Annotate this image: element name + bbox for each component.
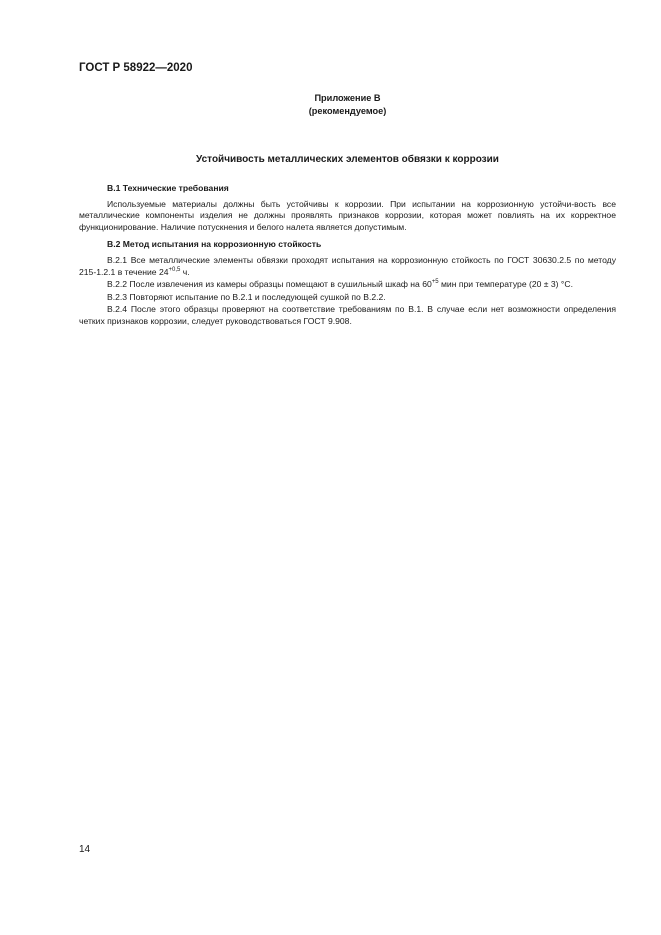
- document-body: [79, 183, 616, 329]
- paragraph-b2-2-text: В.2.2 После извлечения из камеры образцы помещают в сушильный шкаф на 60: [107, 279, 432, 290]
- standard-code: ГОСТ Р 58922—2020: [79, 62, 193, 74]
- paragraph-b2-2: [79, 279, 616, 291]
- appendix-heading: [79, 92, 616, 118]
- section-heading-b2: В.2 Метод испытания на коррозионную стойкость: [107, 239, 322, 250]
- paragraph-b2-1-text: В.2.1 Все металлические элементы обвязки проходят испытания на коррозионную стойкость по ГОСТ 30630.2.5 по методу 215-1.2.1 в течение 24: [79, 254, 616, 277]
- appendix-title: Приложение В: [314, 93, 381, 103]
- section-heading-b1: В.1 Технические требования: [107, 183, 229, 193]
- paragraph-b2-2-tail: мин при температуре (20 ± 3) °С.: [438, 279, 573, 290]
- paragraph-b2-1-tail: ч.: [180, 266, 190, 277]
- appendix-subtitle: (рекомендуемое): [308, 106, 387, 116]
- paragraph-b2-3: В.2.3 Повторяют испытание по В.2.1 и последующей сушкой по В.2.2.: [107, 291, 386, 302]
- paragraph-b2-4: В.2.4 После этого образцы проверяют на соответствие требованиям по В.1. В случае если нет возможности определения четких признаков коррозии, следует руководствоваться ГОСТ 9.908.: [79, 304, 616, 326]
- page-number: 14: [79, 844, 91, 855]
- tolerance-superscript: +5: [431, 279, 439, 286]
- tolerance-superscript: +0,5: [168, 266, 181, 273]
- paragraph-b2-1: [79, 255, 616, 278]
- section-main-title: Устойчивость металлических элементов обвязки к коррозии: [196, 154, 499, 165]
- paragraph-b1: Используемые материалы должны быть устойчивы к коррозии. При испытании на коррозионную устойчи-вость все металлические компоненты изделия не должны проявлять признаков коррозии, которая может повлиять на их корректное функционирование. Наличие потускнения и белого налета является допустимым.: [79, 198, 616, 232]
